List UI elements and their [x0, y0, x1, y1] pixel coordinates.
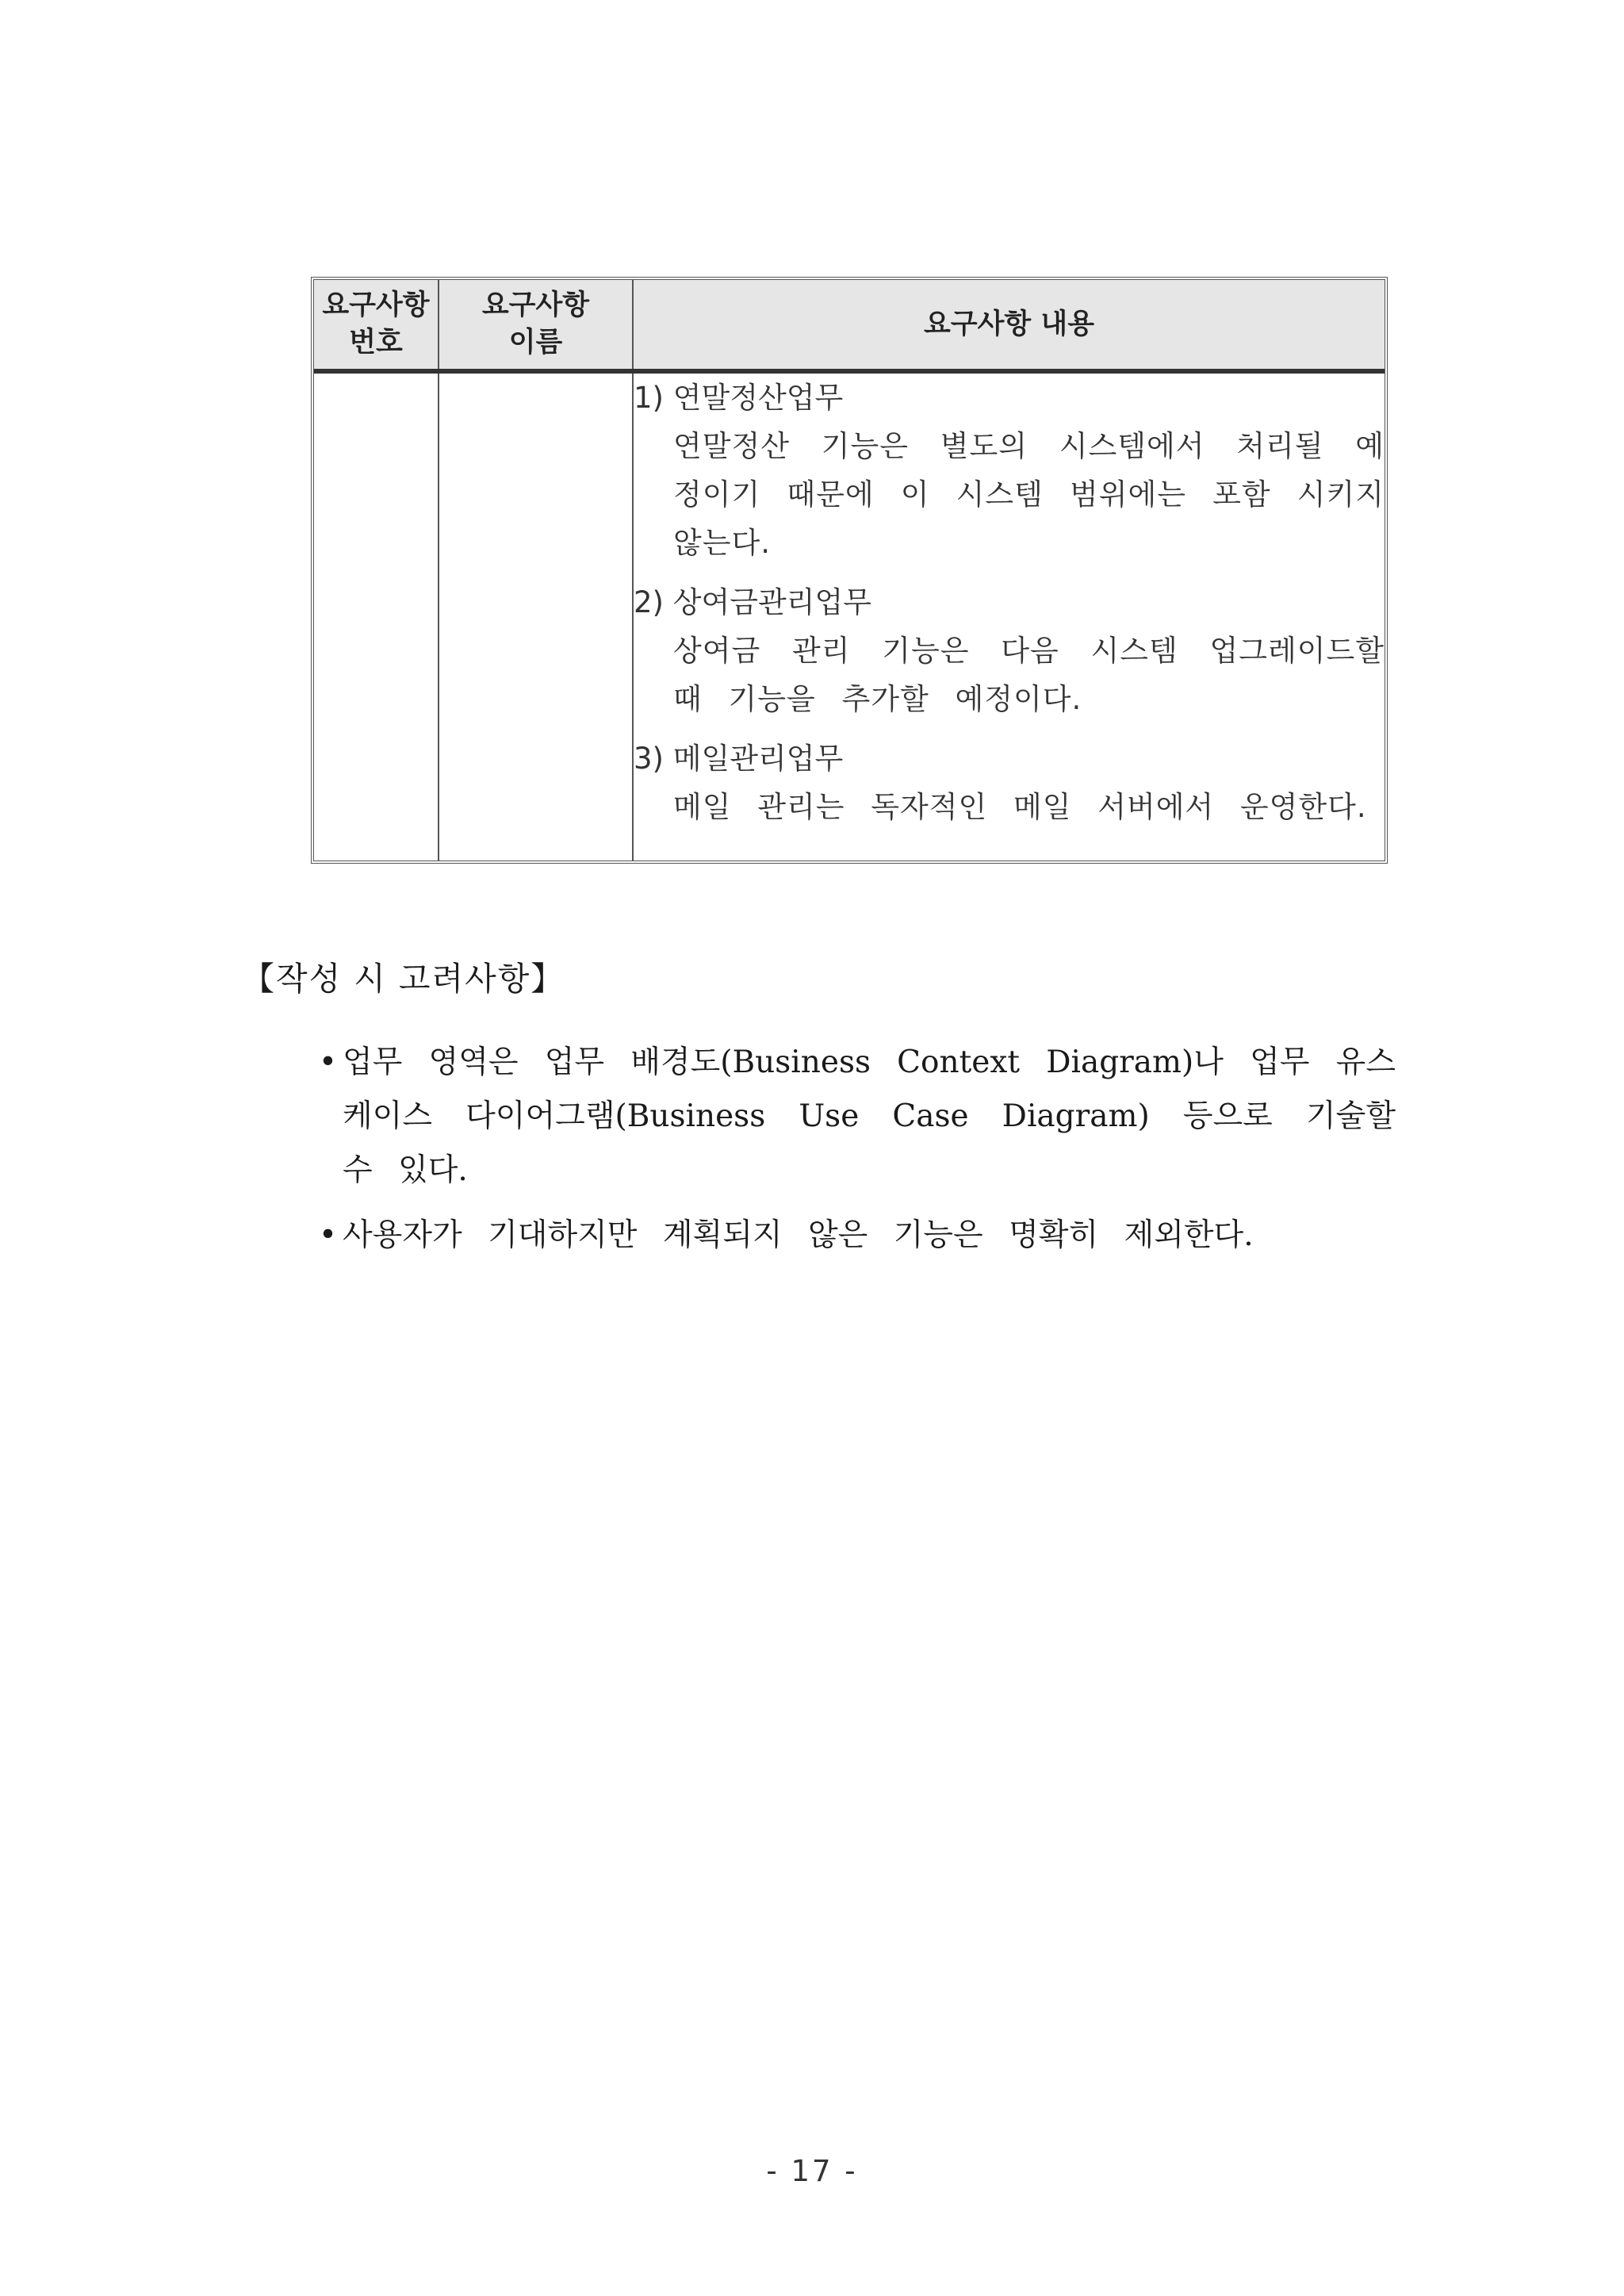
item-heading: 3) 메일관리업무 — [634, 742, 844, 776]
header-requirement-number — [314, 280, 439, 371]
header-name-line-2: 이름 — [508, 327, 563, 358]
page-number: - 17 - — [766, 2154, 858, 2188]
cell-requirement-content — [633, 371, 1385, 861]
header-number-line-2: 번호 — [349, 327, 403, 358]
cell-requirement-name — [439, 371, 633, 861]
considerations-list — [317, 1036, 1396, 1274]
requirements-table-frame — [311, 277, 1388, 864]
item-heading: 2) 상여금관리업무 — [634, 585, 871, 619]
item-body: 상여금 관리 기능은 다음 시스템 업그레이드할 때 기능을 추가할 예정이다. — [673, 634, 1385, 716]
bullet-icon: • — [319, 1045, 338, 1080]
bullet-text: 사용자가 기대하지만 계획되지 않은 기능은 명확히 제외한다. — [343, 1217, 1254, 1253]
item-heading: 1) 연말정산업무 — [634, 381, 844, 415]
header-number-line-1: 요구사항 — [322, 289, 430, 321]
bullet-item — [317, 1036, 1396, 1198]
bullet-icon: • — [319, 1217, 338, 1253]
item-body: 연말정산 기능은 별도의 시스템에서 처리될 예정이기 때문에 이 시스템 범위에는 포함 시키지 않는다. — [673, 429, 1385, 560]
table-header-row — [314, 280, 1385, 371]
considerations-title: 【작성 시 고려사항】 — [242, 960, 565, 998]
list-item — [634, 374, 1385, 567]
header-requirement-name — [439, 280, 633, 371]
header-name-line-1: 요구사항 — [481, 289, 590, 321]
list-item — [634, 734, 1385, 831]
cell-requirement-number — [314, 371, 439, 861]
header-requirement-content: 요구사항 내용 — [633, 280, 1385, 371]
list-item — [634, 578, 1385, 723]
bullet-item — [317, 1209, 1396, 1263]
bullet-text: 업무 영역은 업무 배경도(Business Context Diagram)나 업무 유스케이스 다이어그램(Business Use Case Diagram) 등으로 기술할 수 있다. — [343, 1045, 1396, 1188]
item-body: 메일 관리는 독자적인 메일 서버에서 운영한다. — [673, 790, 1367, 824]
table-row — [314, 371, 1385, 861]
requirements-table — [314, 280, 1385, 861]
